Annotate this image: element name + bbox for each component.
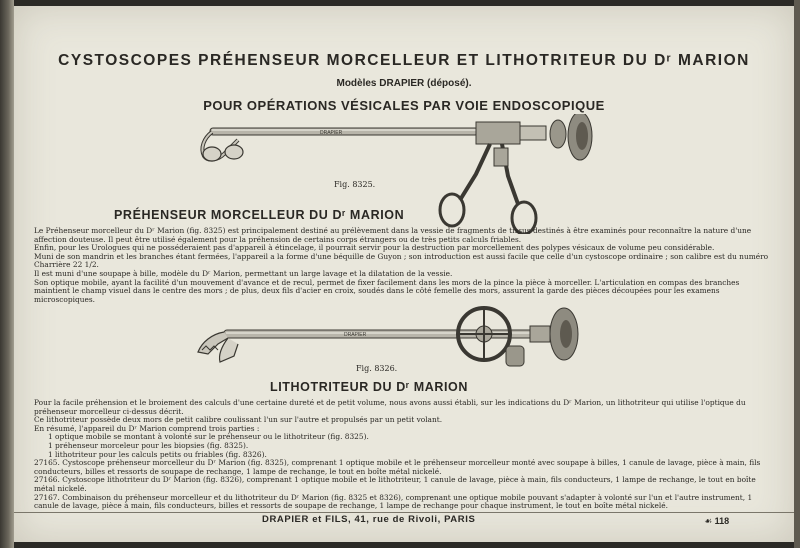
list-item: 1 préhenseur morceleur pour les biopsies (fig. 8325). bbox=[48, 440, 249, 450]
page-ornament-icon: ☙ bbox=[704, 516, 715, 526]
book-spine-edge bbox=[0, 0, 14, 548]
paragraph: Pour la facile préhension et le broiement des calculs d'une certaine dureté et de petit volume, nous avons aussi établi, sur les indications du Dʳ Marion, un lithotriteur qui utilise l'optique du préhenseur morcelleur ci-dessus décrit. bbox=[34, 398, 746, 416]
catalog-text: Cystoscope lithotriteur du Dʳ Marion (fig. 8326), comprenant 1 optique mobile et le lithotriteur, 1 canule de lavage, pièce à main, fils conducteurs, 1 lampe de rechange, le tout en boîte métal nickelé. bbox=[34, 475, 756, 493]
instrument-engraving: DRAPIER bbox=[344, 332, 367, 338]
paragraph: Le Préhenseur morcelleur du Dʳ Marion (fig. 8325) est principalement destiné au prélèvement dans la vessie de fragments de tissus destinés à être examinés pour reconnaître la nature d'une affection douteuse. Il peut être utilisé également pour la préhension de certains corps étrangers ou de très petits calculs friables. bbox=[34, 226, 752, 244]
page-subtitle: Modèles DRAPIER (déposé). bbox=[336, 78, 472, 89]
section-heading-lithotriteur: LITHOTRITEUR DU Dʳ MARION bbox=[270, 380, 468, 394]
list-item: 1 lithotriteur pour les calculs petits ou friables (fig. 8326). bbox=[48, 449, 267, 459]
catalog-ref: 27165. bbox=[34, 458, 60, 468]
page-number bbox=[704, 516, 729, 527]
instrument-engraving: DRAPIER bbox=[320, 130, 343, 136]
lithotriteur-illustration bbox=[194, 296, 584, 374]
paragraph: Il est muni d'une soupape à bille, modèle du Dʳ Marion, permettant un large lavage et la dilatation de la vessie. bbox=[34, 268, 453, 278]
catalog-entry bbox=[34, 459, 774, 476]
catalog-ref: 27167. bbox=[34, 492, 60, 502]
page-subtitle-operations: POUR OPÉRATIONS VÉSICALES PAR VOIE ENDOSCOPIQUE bbox=[203, 98, 605, 113]
paragraph: Ce lithotriteur possède deux mors de petit calibre coulissant l'un sur l'autre et propulsés par un petit volant. bbox=[34, 415, 443, 425]
figure-caption-8326: Fig. 8326. bbox=[356, 364, 398, 373]
list-item: 1 optique mobile se montant à volonté sur le préhenseur ou le lithotriteur (fig. 8325). bbox=[48, 432, 369, 442]
catalog-text: Cystoscope préhenseur morcelleur du Dʳ Marion (fig. 8325), comprenant 1 optique mobile et le préhenseur morcelleur monté avec soupape à billes, 1 canule de lavage, pièce à main, fils conducteurs, billes et ressorts de soupape de rechange, 1 lampe de rechange, le tout en boîte métal nickelé. bbox=[34, 458, 761, 476]
footer-address: DRAPIER et FILS, 41, rue de Rivoli, PARIS bbox=[262, 514, 476, 525]
paragraph: En résumé, l'appareil du Dʳ Marion comprend trois parties : bbox=[34, 423, 260, 433]
catalog-entry bbox=[34, 494, 774, 511]
page-title: CYSTOSCOPES PRÉHENSEUR MORCELLEUR ET LITHOTRITEUR DU Dʳ MARION bbox=[58, 52, 750, 69]
lithotriteur-description bbox=[34, 399, 774, 511]
page-right-edge bbox=[794, 0, 800, 548]
footer-rule bbox=[14, 512, 794, 513]
catalog-entry bbox=[34, 476, 774, 493]
section-heading-prehenseur: PRÉHENSEUR MORCELLEUR DU Dʳ MARION bbox=[114, 208, 405, 222]
figure-caption-8325: Fig. 8325. bbox=[334, 180, 376, 189]
paragraph: Son optique mobile, ayant la facilité d'un mouvement d'avance et de recul, permet de fixer facilement dans les mors de la pince la pièce à morceller. L'articulation en compas des branches maintient le champ visuel dans le centre des mors ; de plus, deux fils d'acier en croix, soudés dans le côté femelle des mors, assurent la garde des pièces découpées pour les examens microscopiques. bbox=[34, 277, 740, 304]
paragraph: Enfin, pour les Urologues qui ne posséderaient pas d'appareil à étincelage, il pourrait servir pour la destruction par morcellement des polypes vésicaux de volume peu considérable. bbox=[34, 243, 715, 253]
page-number-value: 118 bbox=[714, 516, 730, 526]
prehenseur-description bbox=[34, 227, 774, 304]
catalog-ref: 27166. bbox=[34, 475, 60, 485]
paragraph: Muni de son mandrin et les branches étant fermées, l'appareil a la forme d'une béquille de Guyon ; son introduction est aussi facile que celle d'un cystoscope ordinaire ; son calibre est du numéro Charrière 22 1/2. bbox=[34, 251, 769, 270]
catalog-page bbox=[14, 6, 794, 542]
catalog-text: Combinaison du préhenseur morcelleur et du lithotriteur du Dʳ Marion (fig. 8325 et 8326), comprenant une optique mobile pouvant s'adapter à volonté sur l'un et l'autre instrument, 1 canule de lavage, pièce à main, fils conducteurs, billes et ressorts de soupape de rechange, 1 lampe de rechange pour chaque instrument, le tout en boîte métal nickelé. bbox=[34, 492, 753, 511]
